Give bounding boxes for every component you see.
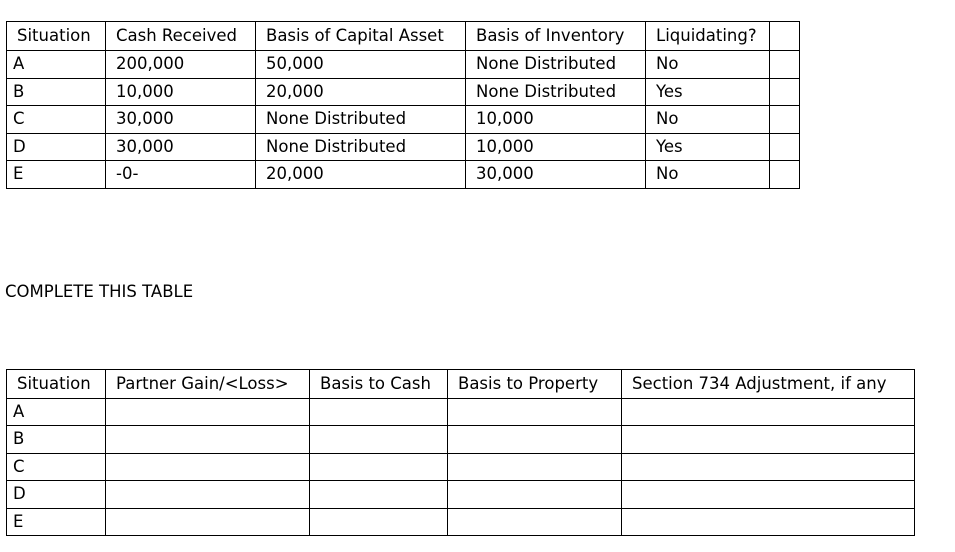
table-cell: A [7,399,106,426]
table-cell: None Distributed [256,133,466,161]
header-cell: Section 734 Adjustment, if any [622,370,915,399]
answer-cell[interactable] [310,453,448,480]
table-cell: 10,000 [466,106,646,134]
table-header-row [7,22,800,51]
table-row [7,426,915,453]
table-cell: D [7,133,106,161]
answer-cell[interactable] [448,508,622,535]
answer-cell[interactable] [448,481,622,508]
header-cell: Basis of Inventory [466,22,646,51]
table-cell: 50,000 [256,51,466,79]
table-cell: 20,000 [256,78,466,106]
table-cell: 10,000 [466,133,646,161]
table-cell: 30,000 [106,133,256,161]
table-row [7,399,915,426]
answer-cell[interactable] [310,399,448,426]
table-cell [770,106,800,134]
table-cell: C [7,453,106,480]
table-cell: E [7,161,106,189]
table-row [7,78,800,106]
header-cell [770,22,800,51]
table-row [7,51,800,79]
header-cell: Liquidating? [646,22,770,51]
table-cell: 30,000 [106,106,256,134]
header-cell: Situation [7,22,106,51]
table-cell: No [646,51,770,79]
table-header-row [7,370,915,399]
answer-cell[interactable] [106,453,310,480]
answer-cell[interactable] [106,481,310,508]
answer-cell[interactable] [106,426,310,453]
table-cell: Yes [646,78,770,106]
table-cell: 30,000 [466,161,646,189]
table-row [7,133,800,161]
answer-cell[interactable] [310,426,448,453]
table-cell: D [7,481,106,508]
table-row [7,453,915,480]
table-row [7,481,915,508]
distribution-facts-table [6,21,800,189]
header-cell: Basis to Property [448,370,622,399]
answer-cell[interactable] [448,426,622,453]
header-cell: Cash Received [106,22,256,51]
answer-cell[interactable] [106,508,310,535]
header-cell: Situation [7,370,106,399]
answer-cell[interactable] [448,453,622,480]
table-cell: B [7,426,106,453]
answer-cell[interactable] [310,508,448,535]
answer-cell[interactable] [448,399,622,426]
instruction-caption: COMPLETE THIS TABLE [5,282,194,301]
table-cell: None Distributed [466,78,646,106]
table-cell: E [7,508,106,535]
table-cell: 20,000 [256,161,466,189]
table-cell [770,78,800,106]
table-cell: A [7,51,106,79]
answer-cell[interactable] [106,399,310,426]
table-row [7,106,800,134]
table-cell [770,161,800,189]
answer-table [6,369,915,536]
table-row [7,508,915,535]
answer-cell[interactable] [622,453,915,480]
table-cell: 200,000 [106,51,256,79]
header-cell: Basis of Capital Asset [256,22,466,51]
answer-cell[interactable] [310,481,448,508]
header-cell: Partner Gain/<Loss> [106,370,310,399]
table-cell: Yes [646,133,770,161]
answer-cell[interactable] [622,399,915,426]
table-cell [770,133,800,161]
table-cell: No [646,106,770,134]
answer-cell[interactable] [622,508,915,535]
table-cell [770,51,800,79]
answer-cell[interactable] [622,426,915,453]
table-cell: 10,000 [106,78,256,106]
answer-cell[interactable] [622,481,915,508]
table-cell: -0- [106,161,256,189]
table-cell: No [646,161,770,189]
table-cell: C [7,106,106,134]
table-cell: B [7,78,106,106]
header-cell: Basis to Cash [310,370,448,399]
table-cell: None Distributed [256,106,466,134]
table-cell: None Distributed [466,51,646,79]
table-row [7,161,800,189]
